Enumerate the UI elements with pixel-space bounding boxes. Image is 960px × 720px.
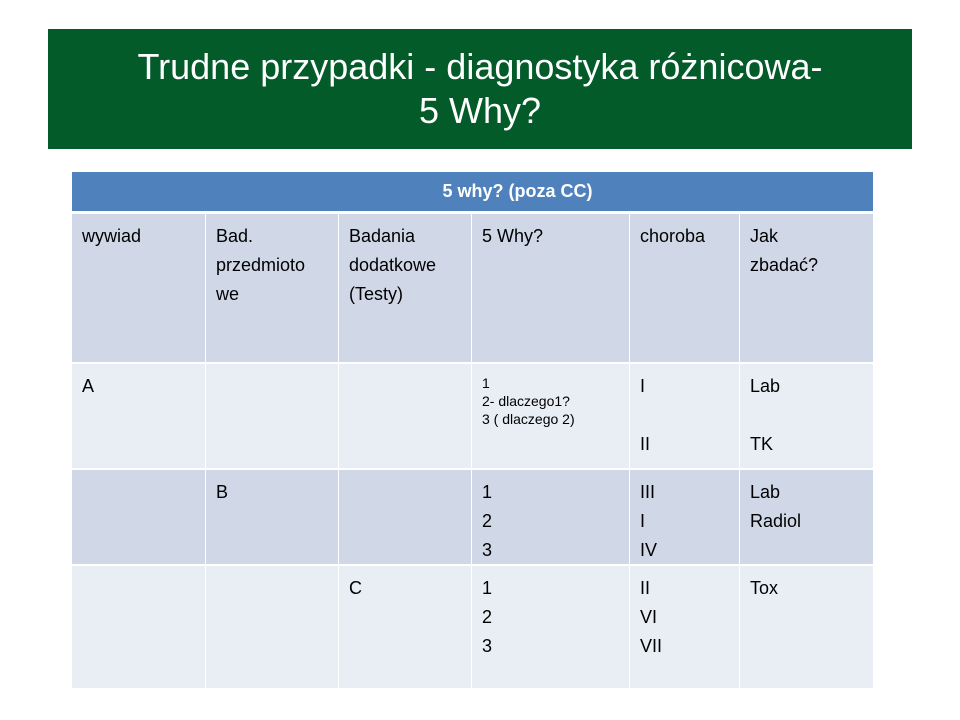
column-header-badania-line-1: Badania: [349, 226, 416, 246]
cell-wywiad: A: [72, 364, 206, 470]
column-header-badania-line-3: (Testy): [349, 284, 403, 304]
table-column-headers: [72, 214, 873, 364]
column-header-bad-line-2: przedmioto: [216, 255, 306, 275]
column-header-bad-line-1: Bad.: [216, 226, 254, 246]
slide-title-line-1: Trudne przypadki - diagnostyka różnicowa-: [137, 46, 823, 87]
cell-choroba: II VI VII: [630, 566, 740, 690]
column-header-jak-line-2: zbadać?: [750, 255, 819, 275]
table-row: [72, 566, 873, 690]
slide-title: [48, 29, 912, 149]
cell-badania: [339, 470, 472, 566]
column-header-badania-line-2: dodatkowe: [349, 255, 437, 275]
table-header: 5 why? (poza CC): [72, 172, 873, 214]
slide-title-line-2: 5 Why?: [418, 90, 542, 131]
cell-bad: B: [206, 470, 339, 566]
column-header-jak-line-1: Jak: [750, 226, 779, 246]
cell-jak-zbadac: Lab Radiol: [740, 470, 873, 566]
column-header-badania: [339, 214, 472, 364]
cell-badania: C: [339, 566, 472, 690]
cell-5-why: 1 2 3: [472, 470, 630, 566]
cell-wywiad: [72, 566, 206, 690]
column-header-wywiad: wywiad: [72, 214, 206, 364]
cell-badania: [339, 364, 472, 470]
cell-jak-zbadac: Tox: [740, 566, 873, 690]
cell-jak-zbadac: Lab TK: [740, 364, 873, 470]
table-row: [72, 364, 873, 470]
column-header-5-why: 5 Why?: [472, 214, 630, 364]
column-header-bad-line-3: we: [216, 284, 240, 304]
cell-choroba: I II: [630, 364, 740, 470]
cell-choroba: III I IV: [630, 470, 740, 566]
column-header-jak-zbadac: [740, 214, 873, 364]
cell-wywiad: [72, 470, 206, 566]
cell-5-why: 1 2 3: [472, 566, 630, 690]
cell-5-why: 1 2- dlaczego1? 3 ( dlaczego 2): [472, 364, 630, 470]
column-header-choroba: choroba: [630, 214, 740, 364]
cell-bad: [206, 566, 339, 690]
cell-bad: [206, 364, 339, 470]
column-header-bad-przedmiotowe: [206, 214, 339, 364]
table-row: [72, 470, 873, 566]
